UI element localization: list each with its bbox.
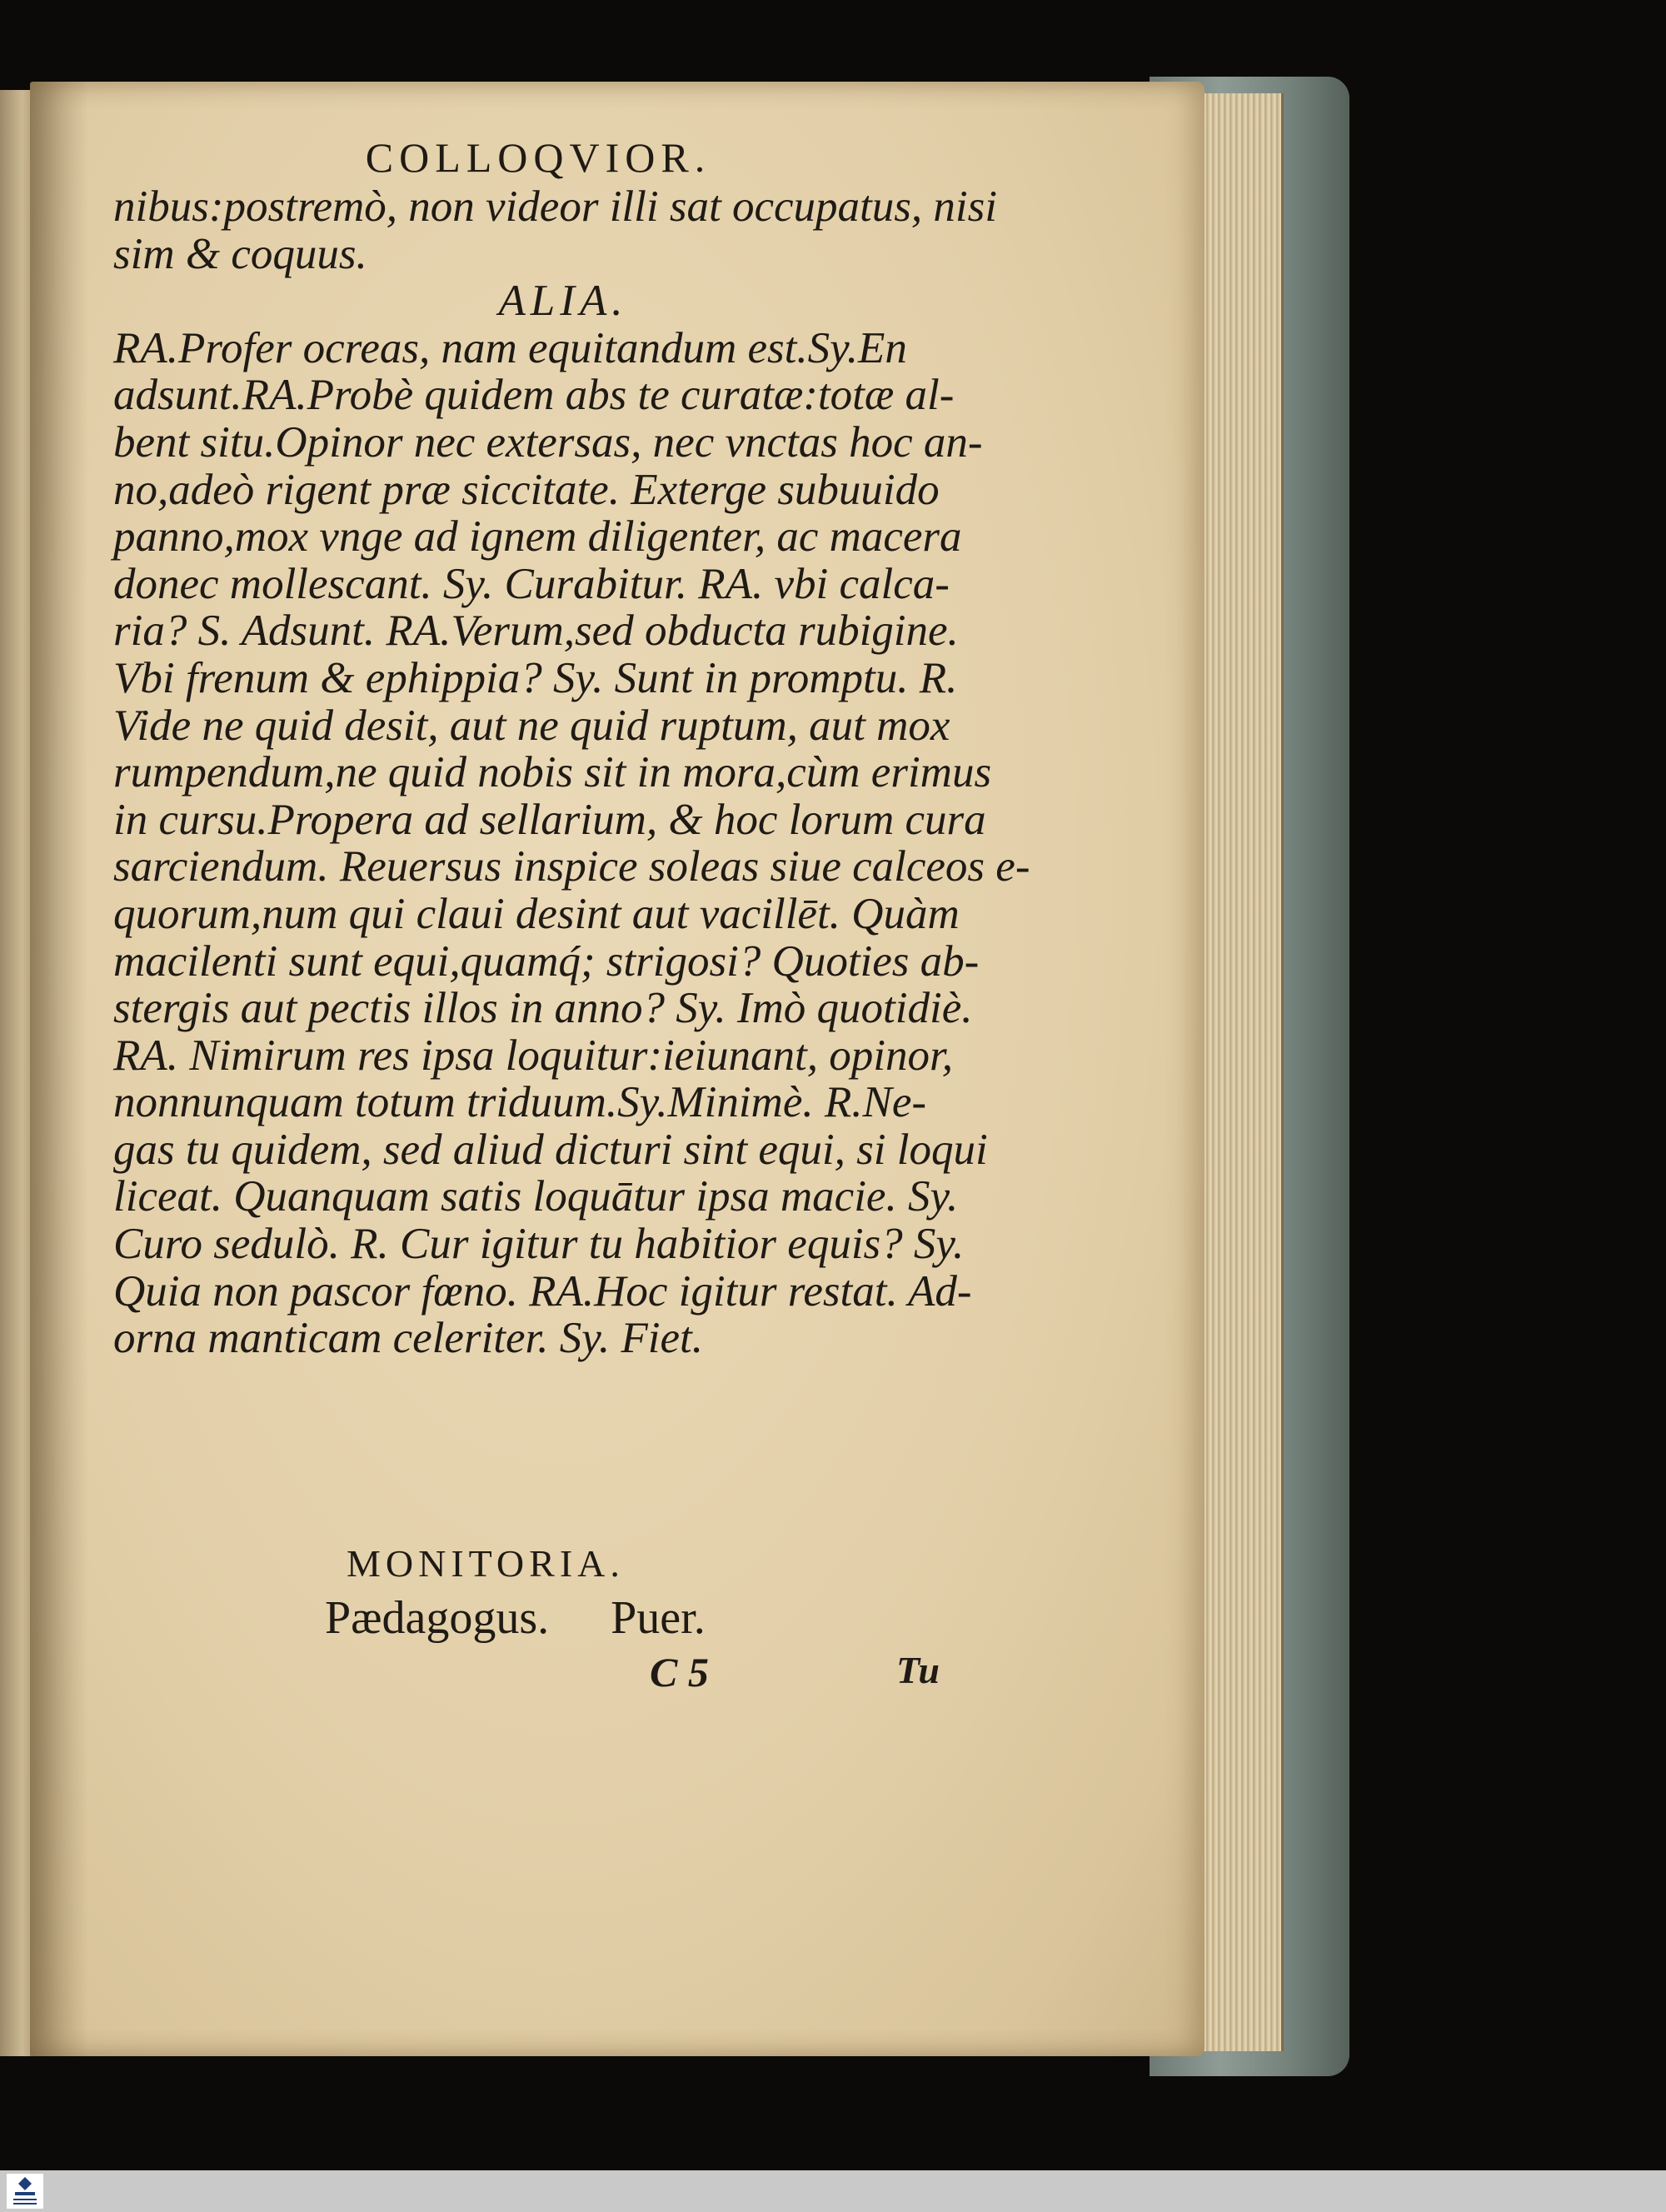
text-line: stergis aut pectis illos in anno? Sy. Imò quotidiè. bbox=[113, 984, 973, 1033]
catchword: Tu bbox=[896, 1649, 940, 1691]
text-line: nonnunquam totum triduum.Sy.Minimè. R.Ne- bbox=[113, 1078, 926, 1127]
speaker-name: Pædagogus. bbox=[325, 1592, 550, 1644]
text-line: adsunt.RA.Probè quidem abs te curatæ:totæ al- bbox=[113, 371, 955, 420]
text-block bbox=[113, 182, 1030, 1363]
library-logo-icon[interactable] bbox=[7, 2174, 43, 2209]
text-line: panno,mox vnge ad ignem diligenter, ac macera bbox=[113, 512, 962, 562]
left-page-edge bbox=[0, 90, 33, 2056]
text-line: gas tu quidem, sed aliud dicturi sint equi, si loqui bbox=[113, 1125, 988, 1174]
text-line: quorum,num qui claui desint aut vacillēt. Quàm bbox=[113, 889, 960, 938]
text-line: ria? S. Adsunt. RA.Verum,sed obducta rubigine. bbox=[113, 607, 959, 656]
page-edges bbox=[1191, 93, 1284, 2051]
text-line: Quia non pascor fœno. RA.Hoc igitur restat. Ad- bbox=[113, 1266, 972, 1316]
text-line: orna manticam celeriter. Sy. Fiet. bbox=[113, 1314, 703, 1363]
text-line: in cursu.Propera ad sellarium, & hoc lorum cura bbox=[113, 795, 986, 844]
text-line: rumpendum,ne quid nobis sit in mora,cùm erimus bbox=[113, 748, 992, 797]
text-line: sim & coquus. bbox=[113, 229, 367, 278]
running-head: COLLOQVIOR. bbox=[365, 134, 711, 181]
text-line: liceat. Quanquam satis loquātur ipsa macie. Sy. bbox=[113, 1172, 959, 1221]
text-line: no,adeò rigent præ siccitate. Exterge subuuido bbox=[113, 465, 940, 514]
gutter-shadow bbox=[30, 82, 88, 2056]
text-line: RA. Nimirum res ipsa loquitur:ieiunant, opinor, bbox=[113, 1031, 954, 1080]
speaker-list bbox=[325, 1591, 825, 1645]
viewer-footer-bar bbox=[0, 2170, 1666, 2212]
text-line: donec mollescant. Sy. Curabitur. RA. vbi calca- bbox=[113, 559, 950, 608]
text-line: sarciendum. Reuersus inspice soleas siue calceos e- bbox=[113, 842, 1030, 891]
text-line: nibus:postremò, non videor illi sat occupatus, nisi bbox=[113, 182, 997, 231]
text-line: RA.Profer ocreas, nam equitandum est.Sy.En bbox=[113, 323, 907, 372]
text-line: Vide ne quid desit, aut ne quid ruptum, aut mox bbox=[113, 701, 950, 750]
text-line: Vbi frenum & ephippia? Sy. Sunt in promptu. R. bbox=[113, 653, 958, 702]
text-line: macilenti sunt equi,quamq́; strigosi? Quoties ab- bbox=[113, 936, 980, 986]
text-line: Curo sedulò. R. Cur igitur tu habitior equis? Sy. bbox=[113, 1220, 965, 1269]
speaker-name: Puer. bbox=[611, 1592, 706, 1644]
signature-mark: C 5 bbox=[650, 1649, 709, 1695]
text-line: bent situ.Opinor nec extersas, nec vnctas hoc an- bbox=[113, 417, 983, 467]
section-heading: ALIA. bbox=[498, 277, 628, 326]
book-page bbox=[30, 82, 1205, 2056]
section-title: MONITORIA. bbox=[347, 1542, 625, 1585]
